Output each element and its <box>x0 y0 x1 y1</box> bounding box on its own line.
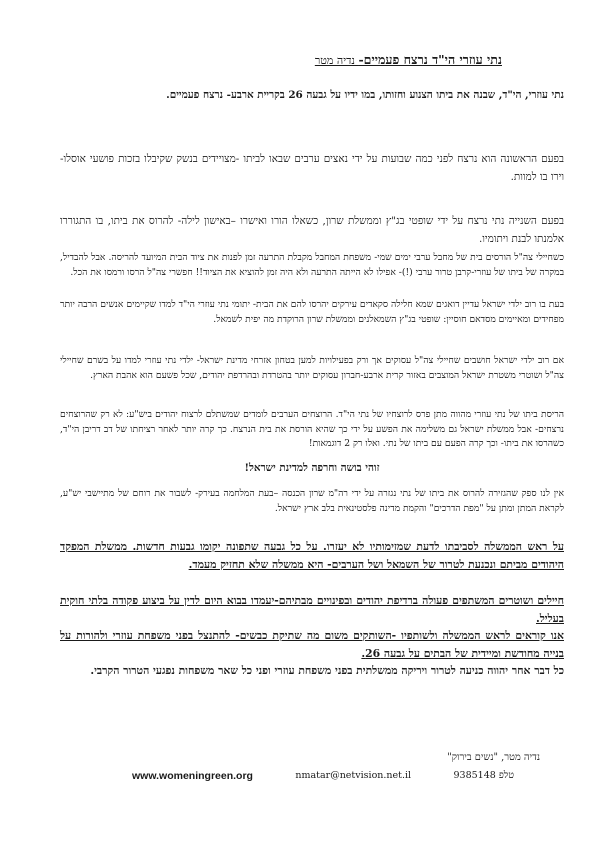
paragraph-orphans: בעת בו רוב ילדי ישראל עדיין דואגים שמא חלילה סקאדים עירקים יהרסו להם את הבית- יתומי נתי עוזרי הי"ד למדו שקיימים אנשים הרבה יותר מפחידים ומאיימים מסדאם חוסיין: שופטי בג"ץ השמאלנים וממשלת שרון הרוקדת מה יפית לשמאל. <box>60 299 564 325</box>
paragraph-no-warning: כשחיילי צה"ל הורסים בית של מחבל ערבי ימים שמי- משפחת המחבל מקבלת התרעה זמן לפנות את ציוד הבית המיועד להריסה. אבל להבדיל, במקרה של ביתו של עוזרי-קרבן טרור ערבי (!)- אפילו לא הייתה התרעה ולא היה זמן להוציא את הציוד!! חפשרי צה"ל הרסו ורמסו את הכל. <box>60 252 564 278</box>
paragraph-intro: נתי עוזרי, הי"ד, שבנה את ביתו הצנוע וחזותו, במו ידיו על גבעה 26 בקריית ארבע- נרצח פעמיים. <box>166 89 564 101</box>
signature-contact <box>132 770 514 782</box>
phone <box>453 770 514 782</box>
paragraph-second-murder: בפעם השנייה נתי נרצח על ידי שופטי בג"ץ וממשלת שרון, כשאלו הורו ואישרו –באישון לילה- להרוס את ביתו, בו התגוררו אלמנתו לבנת ויתומיו. <box>60 215 564 245</box>
paragraph-illegal-orders: חיילים ושוטרים המשתפים פעולה ברדיפת יהודים ובפינויים מבתיהם-יעמדו בבוא היום לדין על ביצוע פקודה בלתי חוקית בעליל. <box>60 594 564 625</box>
title-text: נתי עוזרי הי"ד נרצח פעמיים- <box>358 52 502 67</box>
paragraph-prize-to-murderers: הריסת ביתו של נתי עוזרי מהווה מתן פרס לרוצחיו של נתי הי"ד. הרוצחים הערבים לומדים שמשתלם לרצוח יהודים ביש"ע: לא רק שהרוצחים נרצחים- אבל ממשלת ישראל גם משלימה את הפשע על ידי כך שהיא הורסת את בית הנרצח. כך קרה יותר לאחר רציחתו של דב דריבן הי"ד, כשהרסו את ביתו- וכך קרה הפעם עם ביתו של נתי. ואלו רק 2 דוגמאות! <box>60 409 564 449</box>
title-author: נדיה מטר <box>314 54 359 67</box>
paragraph-call-to-apologize: אנו קוראים לראש הממשלה ולשותפיו -השותקים משום מה שתיקת כבשים- להתנצל בפני משפחת עוזרי ולהורות על בנייה מחודשת ומיידית של הבתים על גבעה 26. <box>60 629 564 660</box>
document-title <box>315 52 502 68</box>
paragraph-government: על ראש הממשלה לסביבתו לדעת שמזימותיו לא יעזרו. על כל גבעה שתפונה יקומו גבעות חדשות. ממשלת המפקד היהודים מביתם ונכנעת לטרור של השמאל ושל הערבים- היא ממשלה שלא תחזיק מעמד. <box>60 540 564 571</box>
paragraph-shame: זוהי בושה וחרפה למדינת ישראל! <box>244 462 380 474</box>
paragraph-closing: כל דבר אחר יהווה כניעה לטרור ויריקה ממשלתית בפני משפחת עוזרי ופני כל שאר משפחות נפגעי הטרור הקרבי. <box>90 664 564 677</box>
phone-label: טלפ <box>498 770 514 781</box>
email-address[interactable]: nmatar@netvision.net.il <box>295 770 412 781</box>
paragraph-decree: אין לנו ספק שהגזירה להרוס את ביתו של נתי נגזרה על ידי רה"מ שרון הכנסה –בעת המלחמה בעירק- לשבור את רוחם של מתיישבי יש"ע, לקראת המתן ומתן על "מפת הדרכים" והקמת מדינה פלסטינאית בלב ארץ ישראל. <box>60 488 564 514</box>
signature-name: נדיה מטר, "נשים בירוק" <box>447 752 540 763</box>
paragraph-first-murder: בפעם הראשונה הוא נרצח לפני כמה שבועות על ידי נאצים ערבים שבאו לביתו -מצויידים בנשק שקיבלו בזכות פושעי אוסלו- וירו בו למוות. <box>60 153 564 183</box>
paragraph-soldiers: אם רוב ילדי ישראל חושבים שחיילי צה"ל עסוקים אך ורק בפעילויות למען בטחון אזרחי מדינת ישראל- ילדי נתי עוזרי למדו על בשרם שחיילי צה"ל ושוטרי משטרת ישראל המוצבים באזור קרית ארבע-חברון עסוקים יותר בהטרדת ובהרדפת יהודים, שכל פשעם הוא אהבת הארץ. <box>60 355 564 381</box>
phone-number: 9385148 <box>453 770 496 781</box>
website-link[interactable]: www.womeningreen.org <box>132 770 253 782</box>
